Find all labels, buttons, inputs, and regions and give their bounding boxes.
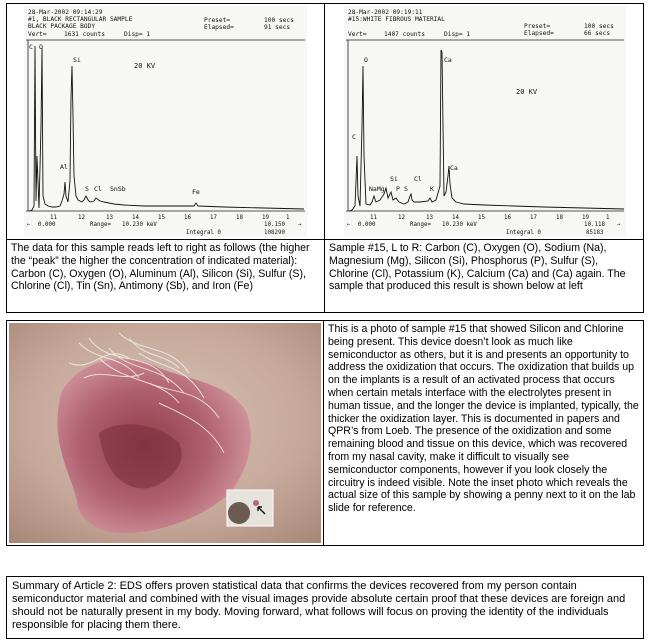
- svg-text:O: O: [364, 56, 368, 64]
- svg-text:13: 13: [426, 215, 433, 221]
- svg-text:12: 12: [398, 215, 405, 221]
- caption-left-cell: [6, 239, 325, 313]
- svg-text:28-Mar-2002 09:14:29: 28-Mar-2002 09:14:29: [28, 9, 103, 16]
- svg-text:14: 14: [132, 215, 139, 221]
- svg-text:Integral 0: Integral 0: [186, 230, 221, 236]
- svg-text:Preset=: Preset=: [524, 23, 551, 30]
- svg-text:#15:WHITE FIBROUS MATERIAL: #15:WHITE FIBROUS MATERIAL: [348, 16, 445, 23]
- svg-text:66 secs: 66 secs: [584, 30, 611, 37]
- svg-text:→: →: [298, 222, 302, 228]
- svg-text:1407 counts: 1407 counts: [384, 31, 425, 38]
- spectrum-right-voltage: 20 KV: [516, 88, 538, 96]
- svg-text:Range=: Range=: [410, 222, 431, 228]
- spectrum-left-voltage: 20 KV: [134, 62, 156, 70]
- svg-text:0.000: 0.000: [38, 222, 56, 228]
- svg-text:18: 18: [556, 215, 563, 221]
- svg-text:16: 16: [504, 215, 511, 221]
- caption-right: Sample #15, L to R: Carbon (C), Oxygen (O), Sodium (Na), Magnesium (Mg), Silicon (Si), Phosphorus (P), Sulfur (S), Chlorine (Cl), Potassium (K), Calcium (Ca) and (Ca) again. The sample that produced this result is shown below at left: [329, 242, 626, 293]
- svg-text:108290: 108290: [264, 230, 285, 236]
- svg-text:Al: Al: [60, 163, 68, 171]
- svg-text:91 secs: 91 secs: [264, 24, 291, 31]
- svg-text:Si: Si: [390, 175, 398, 183]
- svg-text:Elapsed=: Elapsed=: [524, 30, 554, 37]
- svg-text:100 secs: 100 secs: [584, 23, 614, 30]
- penny-inset: [227, 490, 273, 526]
- svg-text:NaMg: NaMg: [369, 185, 385, 193]
- svg-text:85183: 85183: [586, 230, 604, 236]
- svg-text:←: ←: [27, 222, 31, 228]
- svg-text:10.150: 10.150: [264, 222, 285, 228]
- svg-text:→: →: [617, 222, 621, 228]
- svg-text:16: 16: [184, 215, 191, 221]
- svg-text:1: 1: [286, 215, 290, 221]
- svg-text:Vert=: Vert=: [28, 31, 47, 38]
- svg-text:Si: Si: [73, 56, 81, 64]
- svg-text:P: P: [396, 185, 400, 193]
- svg-text:O: O: [39, 43, 43, 51]
- svg-text:11: 11: [370, 215, 377, 221]
- svg-text:Ca: Ca: [450, 164, 458, 172]
- svg-text:Cl: Cl: [414, 175, 422, 183]
- svg-text:1631 counts: 1631 counts: [64, 31, 105, 38]
- svg-text:Disp= 1: Disp= 1: [124, 31, 151, 38]
- spectrum-right: [344, 6, 626, 237]
- svg-text:S: S: [404, 185, 408, 193]
- svg-text:100 secs: 100 secs: [264, 17, 294, 24]
- svg-text:13: 13: [106, 215, 113, 221]
- svg-text:15: 15: [158, 215, 165, 221]
- svg-text:C: C: [29, 43, 33, 51]
- svg-text:Vert=: Vert=: [348, 31, 367, 38]
- svg-text:10.230 keV: 10.230 keV: [122, 222, 157, 228]
- svg-text:19: 19: [582, 215, 589, 221]
- svg-text:15: 15: [478, 215, 485, 221]
- svg-text:28-Mar-2002 09:19:11: 28-Mar-2002 09:19:11: [348, 9, 423, 16]
- svg-text:Cl: Cl: [94, 185, 102, 193]
- svg-text:14: 14: [452, 215, 459, 221]
- svg-text:Integral 0: Integral 0: [506, 230, 541, 236]
- spectrum-left: [24, 6, 307, 237]
- svg-text:BLACK PACKAGE BODY: BLACK PACKAGE BODY: [28, 23, 96, 30]
- caption-right-cell: [324, 239, 644, 313]
- photo-description-cell: [323, 320, 644, 546]
- svg-text:19: 19: [262, 215, 269, 221]
- summary-text: Summary of Article 2: EDS offers proven statistical data that confirms the devices recovered from my person contain semiconductor material and combined with the visual images provide absolute certain proof that these devices are foreign and should not be naturally present in my body. Moving forward, what follows will focus on proving the identity of the individuals responsible for placing them there.: [12, 580, 626, 631]
- svg-text:SnSb: SnSb: [110, 185, 126, 193]
- svg-text:18: 18: [236, 215, 243, 221]
- photo-description: This is a photo of sample #15 that showed Silicon and Chlorine being present. This device doesn’t look as much like semiconductor as others, but it is and presents an opportunity to address the oxidization that occurs. The oxidization that builds up on the implants is a result of an activated process that occurs when certain metals interface with the electrolytes present in human tissue, and the longer the device is implanted, typically, the thicker the oxidization layer. This is documented in papers and QPR’s from Loeb. The presence of the oxidization and some remaining blood and tissue on this device, which was recovered from my nasal cavity, make it difficult to visually see semiconductor components, however if you look closely the circuitry is indeed visible. Note the inset photo which reveals the actual size of this sample by showing a penny next to it on the lab slide for reference.: [328, 323, 639, 515]
- sample-photo: [9, 323, 321, 543]
- svg-text:Ca: Ca: [444, 56, 452, 64]
- svg-text:←: ←: [347, 222, 351, 228]
- svg-text:Elapsed=: Elapsed=: [204, 24, 234, 31]
- svg-text:17: 17: [530, 215, 537, 221]
- svg-text:1: 1: [606, 215, 610, 221]
- summary-box: [6, 576, 644, 639]
- svg-text:0.000: 0.000: [358, 222, 376, 228]
- caption-left: The data for this sample reads left to right as follows (the higher the “peak” the higher the concentration of indicated material): Carbon (C), Oxygen (O), Aluminum (Al), Silicon (Si), Sulfur (S), Chlorine (Cl), Tin (Sn), Antimony (Sb), and Iron (Fe): [11, 242, 310, 293]
- svg-text:Range=: Range=: [90, 222, 111, 228]
- svg-text:17: 17: [210, 215, 217, 221]
- svg-text:C: C: [352, 133, 356, 141]
- svg-text:12: 12: [78, 215, 85, 221]
- svg-text:10.118: 10.118: [584, 222, 605, 228]
- svg-text:K: K: [430, 185, 434, 193]
- svg-text:Fe: Fe: [192, 188, 200, 196]
- svg-text:Preset=: Preset=: [204, 17, 231, 24]
- svg-text:Disp= 1: Disp= 1: [444, 31, 471, 38]
- svg-text:11: 11: [50, 215, 57, 221]
- svg-text:10.230 keV: 10.230 keV: [442, 222, 477, 228]
- svg-text:S: S: [85, 185, 89, 193]
- svg-text:#1, BLACK RECTANGULAR SAMPLE: #1, BLACK RECTANGULAR SAMPLE: [28, 16, 133, 23]
